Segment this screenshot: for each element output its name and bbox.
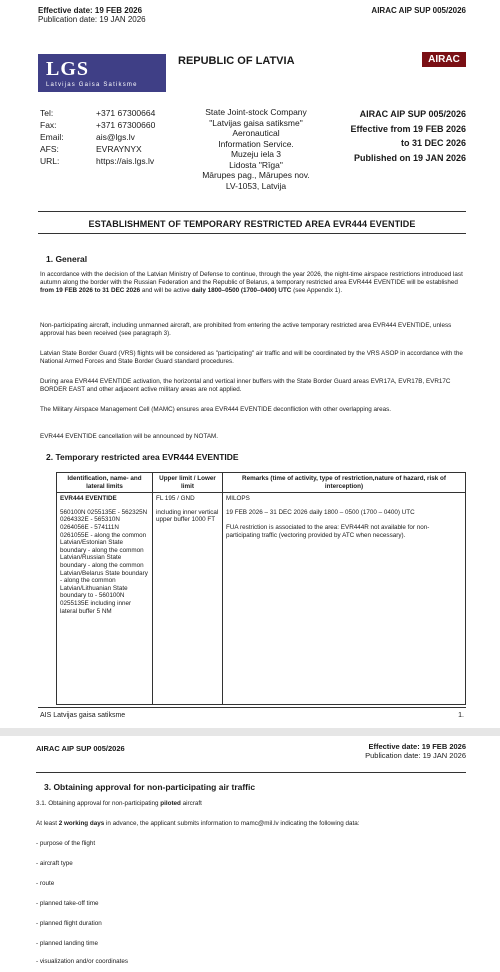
contact-email[interactable]: ais@lgs.lv: [96, 132, 135, 142]
paragraph: Non-participating aircraft, including unmanned aircraft, are prohibited from entering the active temporary restricted area EVR444 EVENTIDE, unless approval has been received (see paragraph 3).: [40, 322, 452, 338]
contact-label: AFS:: [40, 144, 59, 154]
logo-subtext: Latvijas Gaisa Satiksme: [46, 82, 138, 88]
airac-badge: AIRAC: [422, 52, 466, 67]
subsection-heading: 3.1. Obtaining approval for non-participating piloted aircraft: [36, 800, 202, 807]
header-sup-number: AIRAC AIP SUP 005/2026: [371, 6, 466, 15]
list-item: - planned landing time: [36, 940, 98, 947]
page-gap: [0, 728, 500, 736]
section-heading: 2. Temporary restricted area EVR444 EVENTIDE: [46, 452, 239, 462]
company-line: Aeronautical: [232, 128, 280, 138]
page-header-dates: [365, 742, 466, 760]
contact-label: Tel:: [40, 108, 54, 118]
list-item: - purpose of the flight: [36, 840, 96, 847]
effective-from: Effective from 19 FEB 2026: [350, 123, 466, 134]
paragraph: Latvian State Border Guard (VRS) flights will be considered as "participating" air traffic and will be coordinated by the VRS ASOP in accordance with the National Armed Forces and State Border Guard standard procedures.: [40, 350, 463, 366]
list-item: - planned take-off time: [36, 900, 99, 907]
contact-row: [40, 155, 170, 167]
divider: [38, 211, 466, 212]
table-header: Identification, name- and lateral limits: [57, 473, 153, 493]
section-heading: 1. General: [46, 254, 88, 264]
table-cell: [153, 493, 223, 705]
table-cell: [223, 493, 466, 705]
header-sup-number: AIRAC AIP SUP 005/2026: [36, 744, 125, 753]
logo-text: LGS: [46, 58, 90, 80]
company-line: LV-1053, Latvija: [225, 180, 287, 191]
paragraph: During area EVR444 EVENTIDE activation, the horizontal and vertical inner buffers with the State Border Guard areas EVR17A, EVR17B, EVR17C BORDER EAST and other adjacent active military areas are not applied.: [40, 378, 451, 394]
company-line: Information Service.: [218, 138, 294, 149]
table-header: Upper limit / Lower limit: [153, 473, 223, 493]
remarks-fua: FUA restriction is associated to the area: EVR444R not available for non-participating traffic (vectoring provided by ATC when necessary).: [226, 524, 430, 539]
intro-text: At least 2 working days in advance, the applicant submits information to mamc@mil.lv indicating the following data:: [36, 820, 360, 827]
page-number: 1.: [458, 712, 464, 719]
effective-to: to 31 DEC 2026: [400, 138, 466, 148]
divider: [36, 772, 466, 773]
sup-number: AIRAC AIP SUP 005/2026: [359, 109, 466, 119]
contact-label: Fax:: [40, 120, 57, 130]
vertical-limits: FL 195 / GND: [156, 495, 195, 503]
country-title: REPUBLIC OF LATVIA: [178, 55, 295, 67]
table-row: [57, 493, 466, 705]
remarks-time: 19 FEB 2026 – 31 DEC 2026 daily 1800 – 0500 (1700 – 0400) UTC: [226, 508, 415, 516]
contact-value: +371 67300660: [96, 120, 156, 130]
list-item: - aircraft type: [36, 860, 73, 867]
contact-row: [40, 119, 170, 131]
divider: [38, 233, 466, 234]
paragraph: The Military Airspace Management Cell (MAMC) ensures area EVR444 EVENTIDE deconfliction with other overlapping areas.: [40, 406, 392, 413]
vertical-buffer: including inner vertical upper buffer 1000 FT: [156, 508, 219, 524]
company-line: "Latvijas gaisa satiksme": [209, 117, 303, 128]
footer-divider: [38, 707, 466, 708]
table-header: Remarks (time of activity, type of restriction,nature of hazard, risk of interception): [223, 473, 466, 493]
table-cell: [57, 493, 153, 705]
contact-row: [40, 107, 170, 119]
published-on: Published on 19 JAN 2026: [353, 152, 466, 163]
table-header-row: [57, 473, 466, 493]
contact-label: Email:: [40, 132, 64, 142]
contact-url[interactable]: https://ais.lgs.lv: [96, 156, 155, 166]
publication-date: Publication date: 19 JAN 2026: [365, 751, 466, 760]
footer-text: AIS Latvijas gaisa satiksme: [40, 712, 126, 719]
company-line: Muzeju iela 3: [230, 149, 282, 159]
contact-row: [40, 143, 170, 155]
contact-row: [40, 131, 170, 143]
document-page-2: [0, 736, 500, 972]
paragraph: EVR444 EVENTIDE cancellation will be announced by NOTAM.: [40, 433, 219, 440]
publication-date: Publication date: 19 JAN 2026: [38, 15, 146, 24]
contact-value: EVRAYNYX: [96, 144, 142, 154]
contact-label: URL:: [40, 156, 60, 166]
effective-date: Effective date: 19 FEB 2026: [368, 742, 466, 751]
paragraph: In accordance with the decision of the Latvian Ministry of Defense to continue, through the year 2026, the night-time airspace restrictions introduced last autumn along the border with the Russian Federation and the Republic of Belarus, a temporary restricted area EVR444 EVENTIDE will be established from 19 FEB 2026 to 31 DEC 2026 and will be active daily 1800–0500 (1700–0400) UTC (see Appendix 1).: [40, 271, 463, 295]
restricted-area-table: [56, 472, 466, 705]
contact-block: [40, 107, 170, 167]
company-line: Lidosta "Rīga": [229, 159, 283, 170]
remarks-type: MILOPS: [226, 495, 250, 503]
company-line: Mārupes pag., Mārupes nov.: [202, 170, 310, 180]
sup-info-block: [326, 107, 466, 165]
company-address: [194, 107, 318, 191]
lgs-logo: [38, 54, 166, 92]
lateral-limits: 560100N 0255135E - 562325N 0264332E - 565310N 0264056E - 574111N 0261055E - along the common Latvian/Estonian State boundary - along the common Latvian/Russian State boundary - along the common Latvian/Belarus State boundary - along the common Latvian/Lithuanian State boundary to - 560100N 0255135E including inner lateral buffer 5 NM: [60, 508, 148, 615]
document-title: ESTABLISHMENT OF TEMPORARY RESTRICTED AREA EVR444 EVENTIDE: [88, 219, 416, 229]
company-line: State Joint-stock Company: [205, 107, 307, 117]
section-heading: 3. Obtaining approval for non-participating air traffic: [44, 782, 256, 792]
contact-value: +371 67300664: [96, 108, 156, 118]
list-item: - planned flight duration: [36, 920, 102, 927]
area-name: EVR444 EVENTIDE: [60, 495, 117, 503]
effective-date: Effective date: 19 FEB 2026: [38, 6, 143, 15]
list-item: - visualization and/or coordinates: [36, 958, 129, 965]
list-item: - route: [36, 880, 55, 887]
